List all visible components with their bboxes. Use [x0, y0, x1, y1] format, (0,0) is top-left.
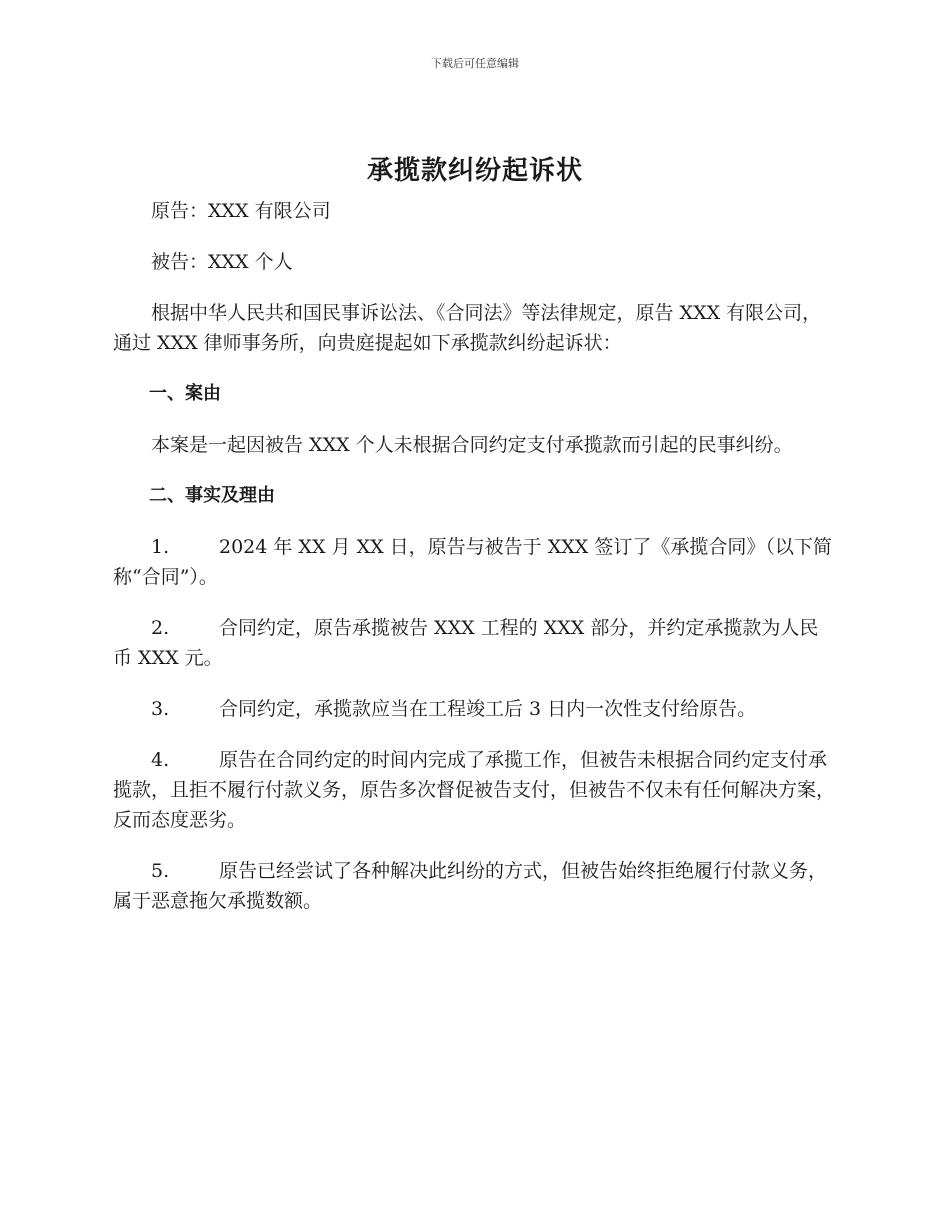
fact-item-number: 2. [151, 617, 170, 639]
document-title: 承揽款纠纷起诉状 [366, 156, 583, 186]
defendant-line: 被告：XXX 个人 [151, 251, 293, 273]
document-body [113, 196, 835, 937]
plaintiff-line: 原告：XXX 有限公司 [151, 200, 331, 222]
fact-item [113, 613, 835, 673]
page-header-note: 下载后可任意编辑 [431, 57, 519, 70]
fact-item-text: 原告已经尝试了各种解决此纠纷的方式，但被告始终拒绝履行付款义务，属于恶意拖欠承揽数额。 [113, 860, 828, 912]
fact-item-number: 1. [151, 536, 170, 558]
fact-item [113, 694, 835, 724]
fact-item [113, 856, 835, 916]
fact-item-number: 3. [151, 698, 170, 720]
fact-item-number: 5. [151, 860, 170, 882]
fact-item-text: 2024 年 XX 月 XX 日，原告与被告于 XXX 签订了《承揽合同》（以下简称“合同”）。 [113, 536, 832, 588]
fact-item-text: 合同约定，原告承揽被告 XXX 工程的 XXX 部分，并约定承揽款为人民币 XXX 元。 [113, 617, 819, 669]
fact-item-text: 合同约定，承揽款应当在工程竣工后 3 日内一次性支付给原告。 [219, 698, 757, 720]
fact-item-text: 原告在合同约定的时间内完成了承揽工作，但被告未根据合同约定支付承揽款，且拒不履行付款义务，原告多次督促被告支付，但被告不仅未有任何解决方案，反而态度恶劣。 [113, 749, 836, 831]
intro-paragraph: 根据中华人民共和国民事诉讼法、《合同法》等法律规定，原告 XXX 有限公司，通过 XXX 律师事务所，向贵庭提起如下承揽款纠纷起诉状： [113, 302, 822, 354]
fact-item-number: 4. [151, 749, 170, 771]
section-heading-cause: 一、案由 [149, 383, 221, 404]
fact-item [113, 745, 835, 835]
section-heading-facts: 二、事实及理由 [149, 485, 275, 506]
cause-paragraph: 本案是一起因被告 XXX 个人未根据合同约定支付承揽款而引起的民事纠纷。 [151, 434, 793, 456]
fact-item [113, 532, 835, 592]
